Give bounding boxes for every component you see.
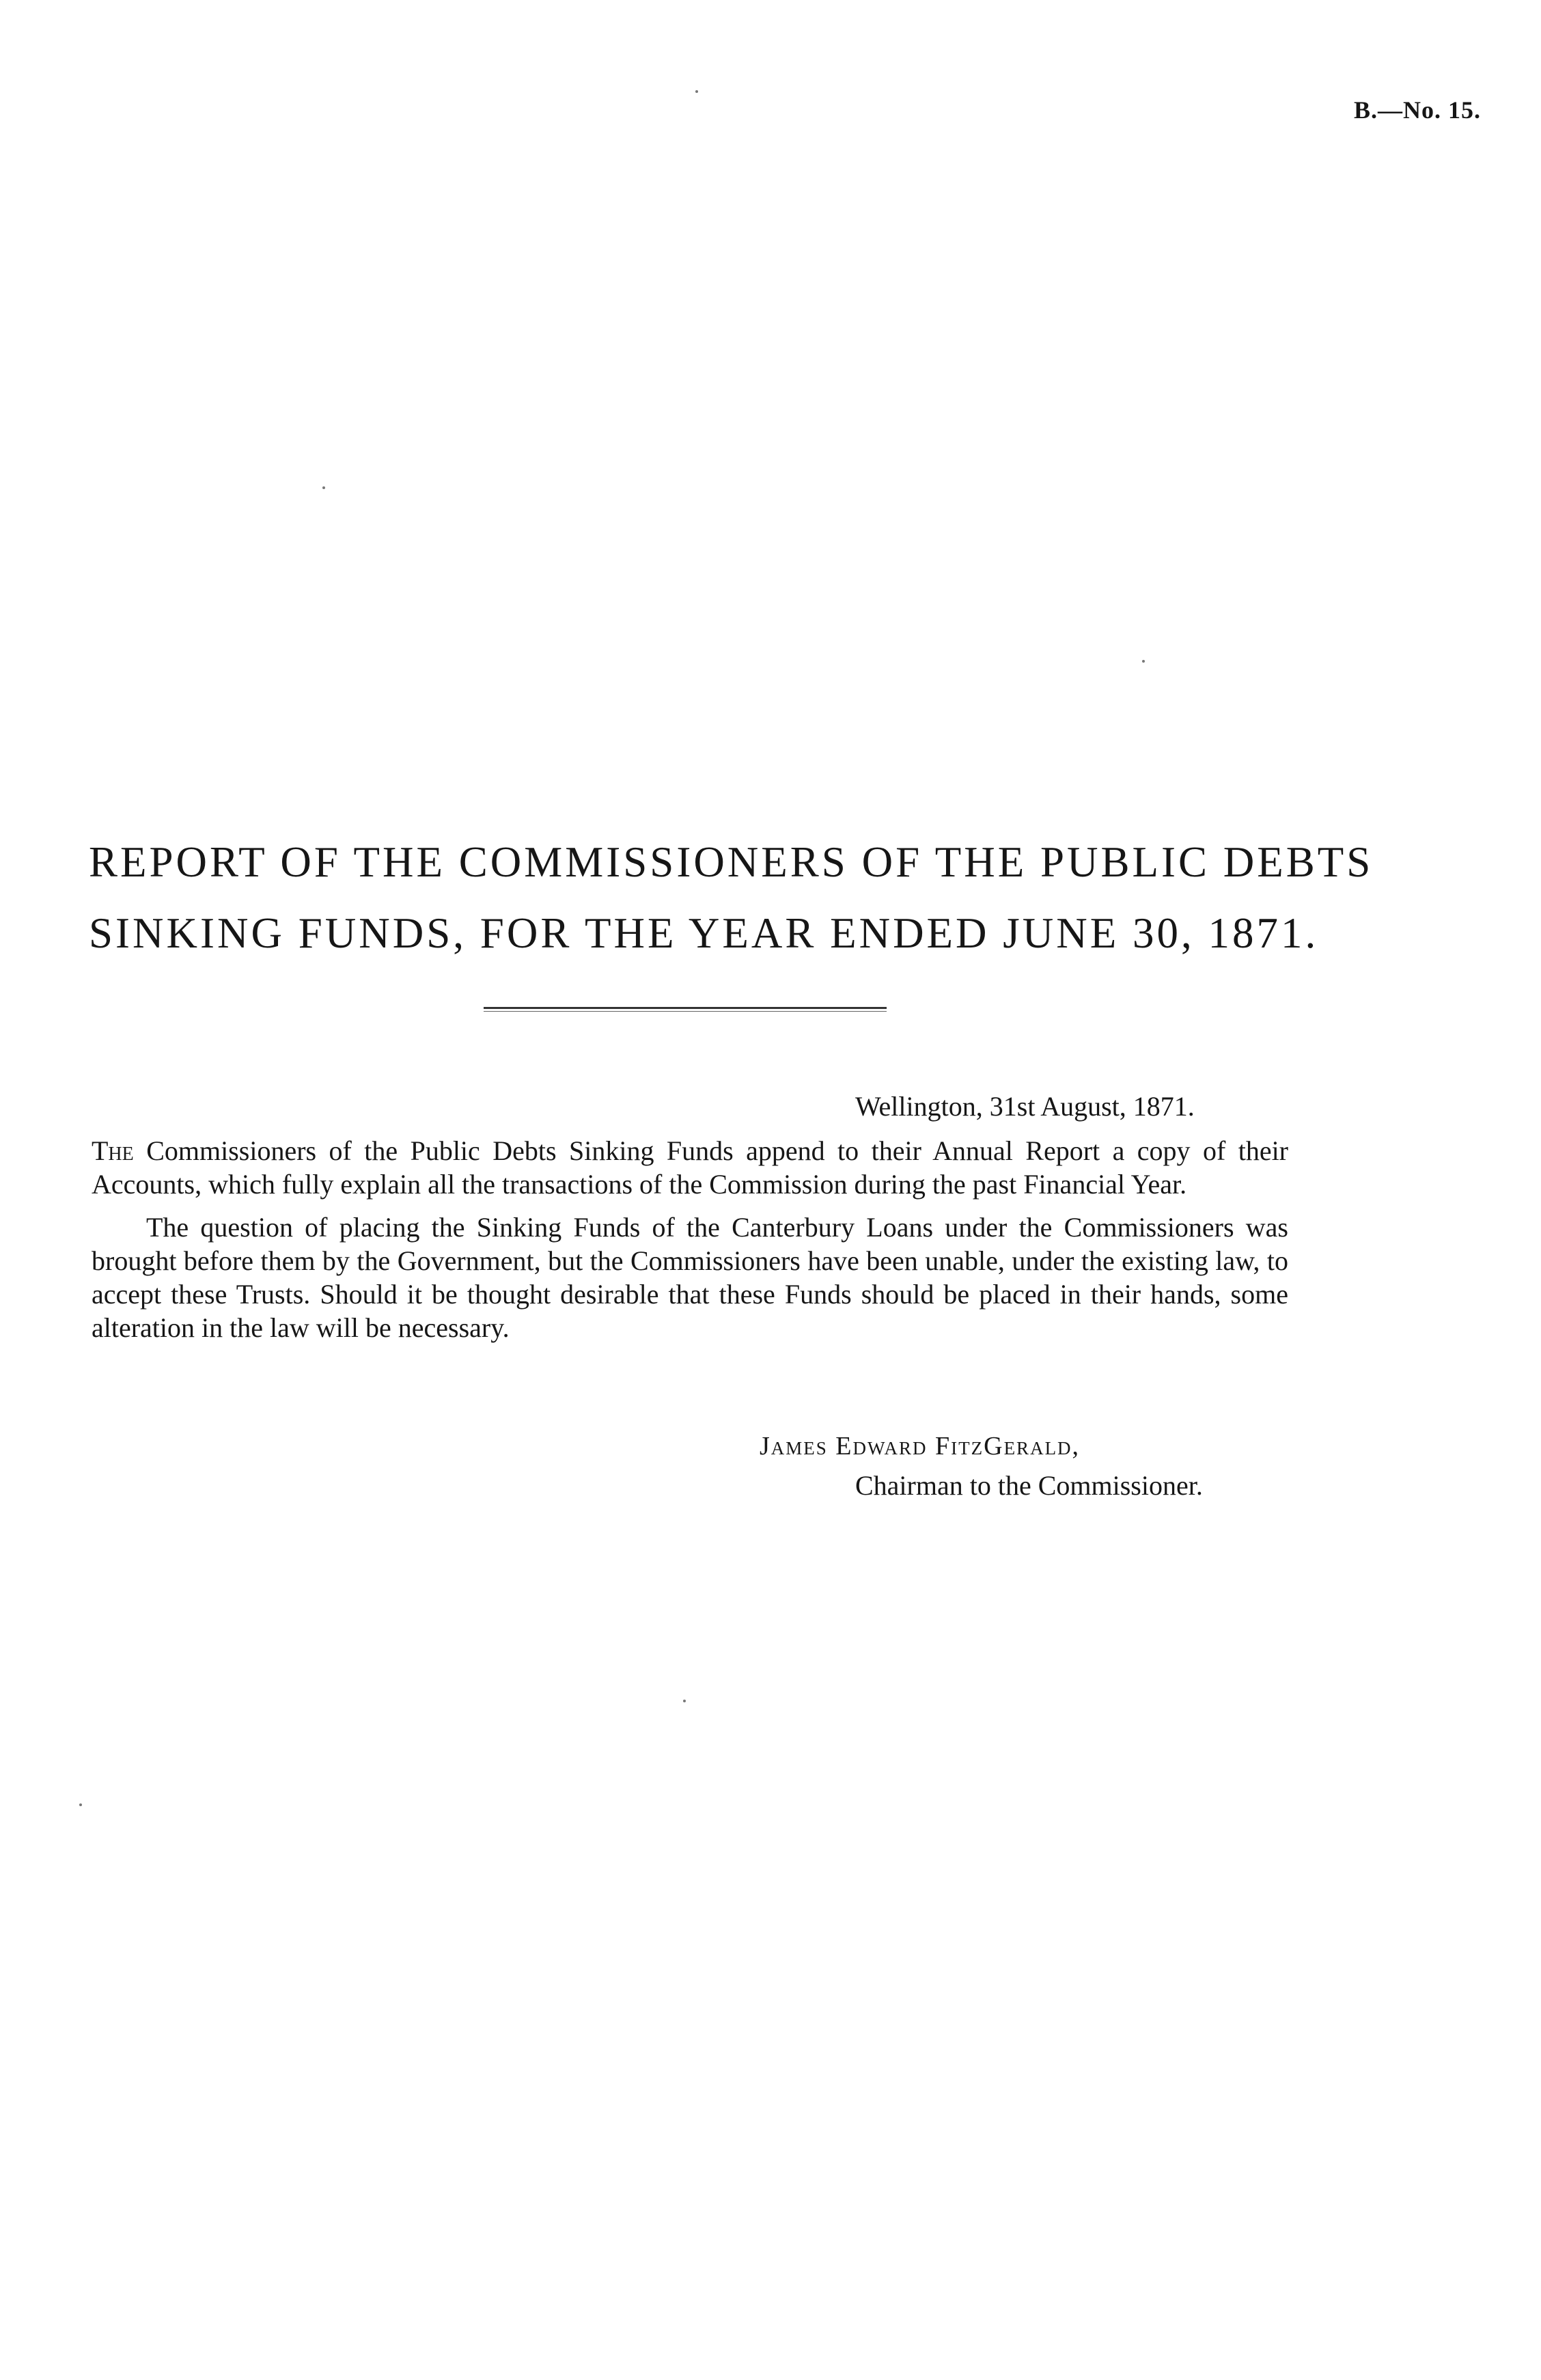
scan-speck (683, 1700, 686, 1702)
paragraph-1-text: Commissioners of the Public Debts Sinking Funds append to their Annual Report a copy of their Accounts, which fully explain all the transactions of the Commission during the past Financial Year. (92, 1135, 1288, 1200)
dateline: Wellington, 31st August, 1871. (855, 1091, 1195, 1122)
signatory-name: James Edward FitzGerald, (760, 1432, 1081, 1461)
signature-block (760, 1426, 1203, 1506)
paragraph-2 (92, 1210, 1288, 1344)
paragraph-2-text: The question of placing the Sinking Funds of the Canterbury Loans under the Commissioners was brought before them by the Government, but the Commissioners have been unable, under the existing law, to accept these Trusts. Should it be thought desirable that these Funds should be placed in their hands, some alteration in the law will be necessary. (92, 1212, 1288, 1343)
report-title (89, 827, 1374, 969)
scan-speck (79, 1803, 82, 1806)
scan-speck (322, 486, 325, 489)
title-line-1: REPORT OF THE COMMISSIONERS OF THE PUBLIC DEBTS (89, 838, 1374, 886)
scan-speck (695, 90, 698, 93)
paragraph-1 (92, 1134, 1288, 1201)
scan-speck (1142, 660, 1145, 663)
signatory-title: Chairman to the Commissioner. (855, 1470, 1203, 1501)
title-line-2: SINKING FUNDS, FOR THE YEAR ENDED JUNE 30, 1871. (89, 909, 1319, 957)
page-reference: B.—No. 15. (1353, 96, 1481, 124)
report-body (92, 1134, 1288, 1354)
paragraph-1-lead: The (92, 1135, 134, 1166)
title-divider (484, 1007, 887, 1012)
